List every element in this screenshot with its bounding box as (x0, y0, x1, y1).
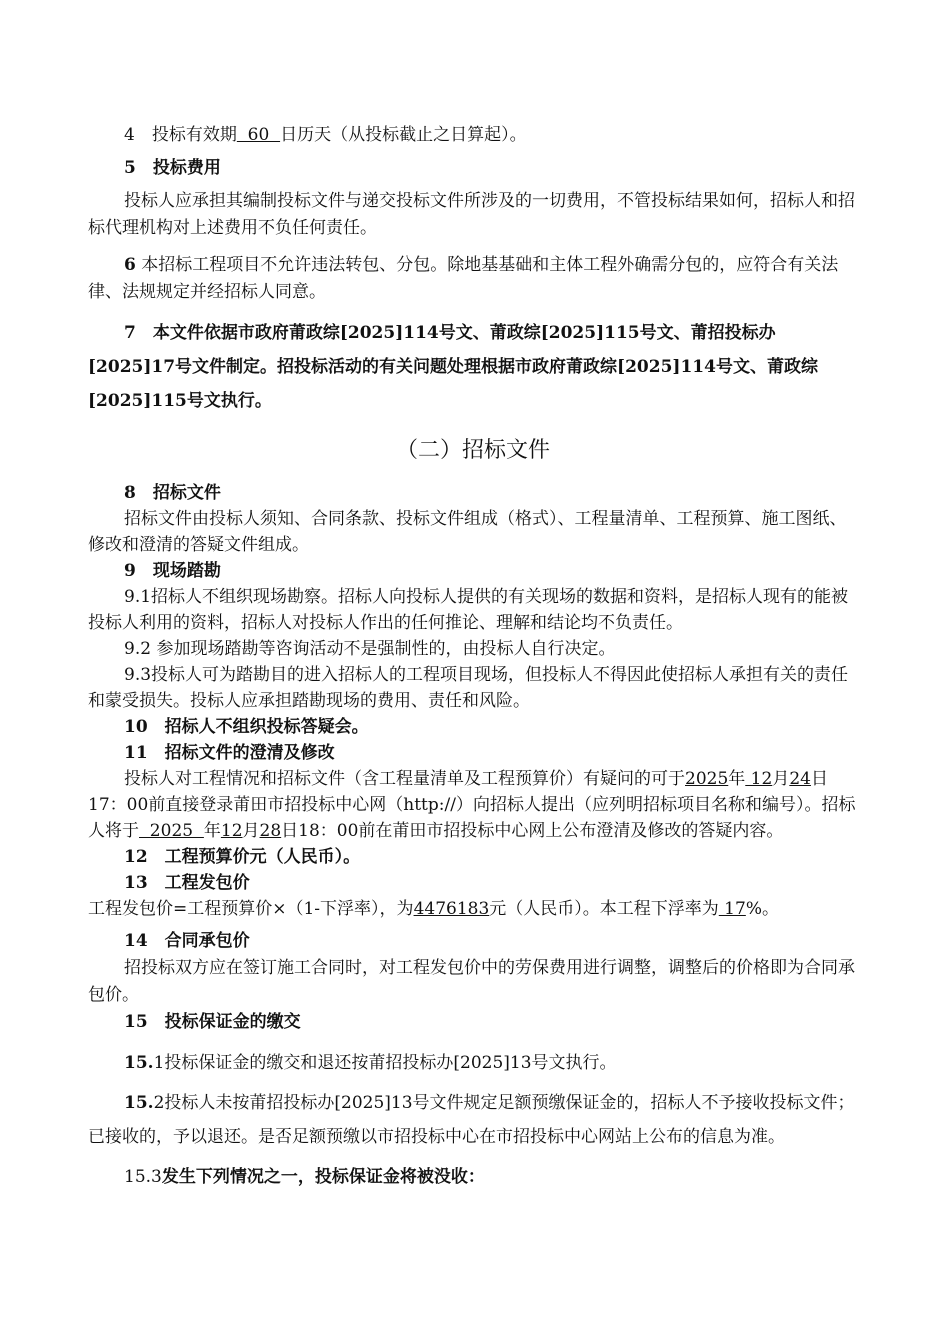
clause-7-number: 7 (124, 323, 136, 343)
clause-4-number: 4 (124, 125, 135, 145)
clause-15-3-number: 15.3 (124, 1167, 162, 1187)
contract-amount: 4476183 (413, 899, 490, 919)
clause-9-1: 9.1招标人不组织现场勘察。招标人向投标人提供的有关现场的数据和资料，是招标人现有的能被投标人利用的资料，招标人对投标人作出的任何推论、理解和结论均不负责任。 (88, 587, 849, 633)
clause-14-heading: 14 合同承包价 (124, 931, 250, 951)
clause-11-text-6: 月 (242, 821, 260, 841)
clause-12-heading: 12 工程预算价元（人民币）。 (124, 847, 361, 867)
answer-publish-year: 2025 (139, 821, 204, 841)
clause-6-number: 6 (124, 255, 136, 275)
clause-11-text-4: 日17：00前直接登录莆田市招投标中心网（http://）向招标人提出（应列明招标项目名称和编号）。招标人将于 (88, 769, 856, 841)
clause-15-3 (88, 1160, 858, 1194)
validity-days-blank: 60 (236, 125, 281, 145)
clause-10-heading: 10 招标人不组织投标答疑会。 (124, 717, 369, 737)
clause-7 (88, 316, 858, 418)
clause-8-heading: 8 招标文件 (124, 483, 221, 503)
clause-15-1 (88, 1046, 858, 1080)
question-deadline-month: 12 (745, 769, 773, 789)
clause-8-body: 招标文件由投标人须知、合同条款、投标文件组成（格式）、工程量清单、工程预算、施工图纸、修改和澄清的答疑文件组成。 (88, 509, 847, 555)
clause-15-3-body: 发生下列情况之一，投标保证金将被没收： (161, 1167, 485, 1187)
document-page (88, 122, 858, 1194)
clause-11-text-2: 年 (728, 769, 746, 789)
clause-6 (88, 252, 858, 306)
clause-13-text-1: 工程发包价=工程预算价×（1-下浮率），为 (88, 899, 414, 919)
clause-13-text-3: %。 (745, 899, 779, 919)
clause-15-1-body: 1投标保证金的缴交和退还按莆招投标办[2025]13号文执行。 (153, 1053, 617, 1073)
clause-4 (88, 122, 858, 149)
clause-11-body (88, 766, 858, 844)
clause-6-body: 本招标工程项目不允许违法转包、分包。除地基基础和主体工程外确需分包的，应符合有关法律、法规规定并经招标人同意。 (88, 255, 839, 302)
clause-15-heading: 15 投标保证金的缴交 (124, 1012, 301, 1032)
question-deadline-year: 2025 (685, 769, 729, 789)
clause-4-text-post: 日历天（从投标截止之日算起）。 (280, 125, 527, 145)
clause-4-text-pre: 投标有效期 (151, 125, 237, 145)
question-deadline-day: 24 (789, 769, 811, 789)
clause-13-heading: 13 工程发包价 (124, 873, 250, 893)
clause-9-3: 9.3投标人可为踏勘目的进入招标人的工程项目现场，但投标人不得因此使招标人承担有关的责任和蒙受损失。投标人应承担踏勘现场的费用、责任和风险。 (88, 665, 849, 711)
clause-7-body: 本文件依据市政府莆政综[2025]114号文、莆政综[2025]115号文、莆招投标办[2025]17号文件制定。招投标活动的有关问题处理根据市政府莆政综[2025]114号文、莆政综[2025]115号文执行。 (88, 323, 818, 411)
answer-publish-day: 28 (259, 821, 282, 841)
clause-14-body: 招投标双方应在签订施工合同时，对工程发包价中的劳保费用进行调整，调整后的价格即为合同承包价。 (88, 958, 855, 1005)
clause-11-text-3: 月 (772, 769, 790, 789)
clause-13-text-2: 元（人民币）。本工程下浮率为 (489, 899, 719, 919)
clause-5-heading: 5 投标费用 (124, 158, 221, 178)
clause-11-heading: 11 招标文件的澄清及修改 (124, 743, 335, 763)
clause-11-text-7: 日18：00前在莆田市招投标中心网上公布澄清及修改的答疑内容。 (281, 821, 784, 841)
clause-9-2: 9.2 参加现场踏勘等咨询活动不是强制性的，由投标人自行决定。 (124, 639, 616, 659)
clause-13-body (88, 896, 858, 922)
clause-11-text-5: 年 (203, 821, 221, 841)
clause-11-text-1: 投标人对工程情况和招标文件（含工程量清单及工程预算价）有疑问的可于 (124, 769, 685, 789)
section-title: （二）招标文件 (395, 438, 550, 463)
clause-15-2 (88, 1086, 858, 1154)
clause-15-2-number: 15. (124, 1093, 154, 1113)
discount-rate: 17 (718, 899, 746, 919)
clause-15-2-body: 2投标人未按莆招投标办[2025]13号文件规定足额预缴保证金的，招标人不予接收投标文件；已接收的，予以退还。是否足额预缴以市招投标中心在市招投标中心网站上公布的信息为准。 (88, 1093, 855, 1147)
answer-publish-month: 12 (220, 821, 243, 841)
clause-5-body: 投标人应承担其编制投标文件与递交投标文件所涉及的一切费用，不管投标结果如何，招标人和招标代理机构对上述费用不负任何责任。 (88, 191, 855, 238)
clause-15-1-number: 15. (124, 1053, 154, 1073)
clause-9-heading: 9 现场踏勘 (124, 561, 221, 581)
